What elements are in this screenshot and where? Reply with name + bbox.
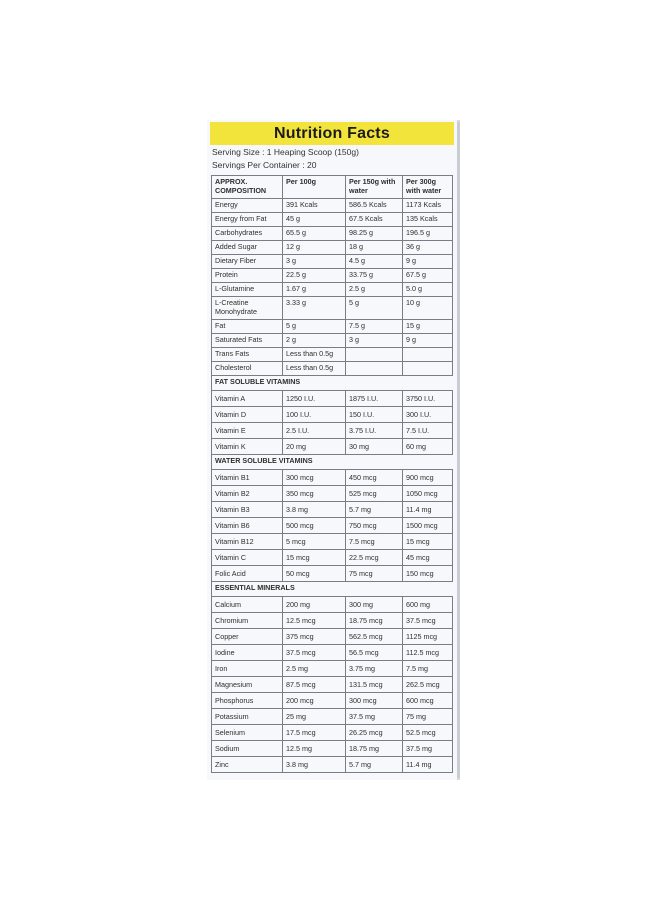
nutrient-value: 1125 mcg — [403, 629, 453, 645]
nutrient-name: Chromium — [212, 613, 283, 629]
nutrient-value: 3.8 mg — [283, 502, 346, 518]
nutrient-value: 300 mg — [346, 597, 403, 613]
nutrient-name: Trans Fats — [212, 348, 283, 362]
nutrient-value: Less than 0.5g — [283, 348, 346, 362]
nutrient-value: 9 g — [403, 255, 453, 269]
nutrient-value: 7.5 I.U. — [403, 423, 453, 439]
nutrient-value: 25 mg — [283, 709, 346, 725]
nutrient-value: 7.5 g — [346, 320, 403, 334]
table-row — [212, 486, 453, 502]
table-row — [212, 550, 453, 566]
nutrient-name: L-Glutamine — [212, 283, 283, 297]
nutrient-name: Vitamin B1 — [212, 470, 283, 486]
nutrient-name: L-Creatine Monohydrate — [212, 297, 283, 320]
nutrient-name: Calcium — [212, 597, 283, 613]
nutrient-value: 15 mcg — [403, 534, 453, 550]
nutrient-value: 17.5 mcg — [283, 725, 346, 741]
nutrient-name: Vitamin B6 — [212, 518, 283, 534]
nutrient-value: 100 I.U. — [283, 407, 346, 423]
nutrient-value: 3750 I.U. — [403, 391, 453, 407]
section-water-soluble-vitamins — [212, 455, 453, 470]
header-row — [212, 176, 453, 199]
table-row — [212, 741, 453, 757]
nutrition-table-body — [212, 176, 453, 773]
nutrient-value: 67.5 g — [403, 269, 453, 283]
nutrient-value — [403, 362, 453, 376]
nutrient-value: 5 mcg — [283, 534, 346, 550]
table-row — [212, 661, 453, 677]
nutrient-value: 50 mcg — [283, 566, 346, 582]
nutrient-value: 562.5 mcg — [346, 629, 403, 645]
nutrient-value: 75 mg — [403, 709, 453, 725]
header-per-100g: Per 100g — [283, 176, 346, 199]
nutrient-value: 33.75 g — [346, 269, 403, 283]
nutrient-value: 37.5 mcg — [283, 645, 346, 661]
section-title: WATER SOLUBLE VITAMINS — [212, 455, 453, 470]
nutrient-value: 5.7 mg — [346, 502, 403, 518]
nutrient-value: 300 I.U. — [403, 407, 453, 423]
nutrient-value: 22.5 g — [283, 269, 346, 283]
table-row — [212, 566, 453, 582]
nutrient-value: 2.5 mg — [283, 661, 346, 677]
nutrient-value: 525 mcg — [346, 486, 403, 502]
nutrient-value: 150 mcg — [403, 566, 453, 582]
nutrient-name: Iodine — [212, 645, 283, 661]
nutrient-value: 1250 I.U. — [283, 391, 346, 407]
table-row — [212, 518, 453, 534]
nutrient-name: Energy — [212, 199, 283, 213]
nutrient-value: 3.33 g — [283, 297, 346, 320]
nutrient-value: 5.0 g — [403, 283, 453, 297]
nutrient-value: 2.5 g — [346, 283, 403, 297]
section-title: ESSENTIAL MINERALS — [212, 582, 453, 597]
nutrient-name: Vitamin C — [212, 550, 283, 566]
nutrient-value: 3.75 mg — [346, 661, 403, 677]
table-row — [212, 757, 453, 773]
nutrient-value: 5 g — [283, 320, 346, 334]
nutrient-value: 196.5 g — [403, 227, 453, 241]
nutrient-value: 5.7 mg — [346, 757, 403, 773]
table-row — [212, 362, 453, 376]
table-row — [212, 534, 453, 550]
nutrient-value: 7.5 mg — [403, 661, 453, 677]
nutrient-value: 600 mcg — [403, 693, 453, 709]
nutrient-name: Copper — [212, 629, 283, 645]
nutrient-name: Protein — [212, 269, 283, 283]
table-row — [212, 241, 453, 255]
nutrient-value: 5 g — [346, 297, 403, 320]
nutrient-value: 75 mcg — [346, 566, 403, 582]
nutrient-name: Magnesium — [212, 677, 283, 693]
nutrient-value: 450 mcg — [346, 470, 403, 486]
nutrient-name: Folic Acid — [212, 566, 283, 582]
nutrient-value: 37.5 mg — [403, 741, 453, 757]
table-row — [212, 645, 453, 661]
nutrient-value: 56.5 mcg — [346, 645, 403, 661]
table-row — [212, 334, 453, 348]
nutrient-value: 30 mg — [346, 439, 403, 455]
nutrient-name: Iron — [212, 661, 283, 677]
nutrient-name: Cholesterol — [212, 362, 283, 376]
table-row — [212, 320, 453, 334]
table-row — [212, 283, 453, 297]
nutrient-value: 45 mcg — [403, 550, 453, 566]
nutrient-value: 1500 mcg — [403, 518, 453, 534]
nutrient-value: 12.5 mcg — [283, 613, 346, 629]
section-essential-minerals — [212, 582, 453, 597]
nutrient-value: 37.5 mg — [346, 709, 403, 725]
table-row — [212, 255, 453, 269]
nutrient-value: 3.8 mg — [283, 757, 346, 773]
nutrient-value: 500 mcg — [283, 518, 346, 534]
header-per-300g: Per 300g with water — [403, 176, 453, 199]
nutrient-name: Vitamin D — [212, 407, 283, 423]
header-per-150g: Per 150g with water — [346, 176, 403, 199]
serving-size: Serving Size : 1 Heaping Scoop (150g) — [212, 147, 359, 157]
table-row — [212, 199, 453, 213]
table-row — [212, 213, 453, 227]
nutrient-value: 1050 mcg — [403, 486, 453, 502]
nutrient-name: Phosphorus — [212, 693, 283, 709]
nutrient-value: 45 g — [283, 213, 346, 227]
nutrient-value: 200 mg — [283, 597, 346, 613]
nutrient-value: 20 mg — [283, 439, 346, 455]
nutrient-value: 300 mcg — [346, 693, 403, 709]
table-row — [212, 725, 453, 741]
nutrient-value: 11.4 mg — [403, 757, 453, 773]
nutrient-value: 15 mcg — [283, 550, 346, 566]
table-row — [212, 423, 453, 439]
nutrient-value: 600 mg — [403, 597, 453, 613]
nutrient-value: 1.67 g — [283, 283, 346, 297]
nutrient-value: 52.5 mcg — [403, 725, 453, 741]
nutrient-value: Less than 0.5g — [283, 362, 346, 376]
nutrient-name: Vitamin K — [212, 439, 283, 455]
nutrient-value: 2.5 I.U. — [283, 423, 346, 439]
nutrient-value: 3 g — [283, 255, 346, 269]
nutrient-value: 18.75 mg — [346, 741, 403, 757]
nutrient-name: Added Sugar — [212, 241, 283, 255]
nutrient-value: 4.5 g — [346, 255, 403, 269]
nutrient-value: 350 mcg — [283, 486, 346, 502]
servings-per-container: Servings Per Container : 20 — [212, 160, 317, 170]
table-row — [212, 391, 453, 407]
table-row — [212, 502, 453, 518]
title-bar — [210, 122, 454, 145]
nutrient-value: 65.5 g — [283, 227, 346, 241]
table-row — [212, 297, 453, 320]
nutrient-name: Energy from Fat — [212, 213, 283, 227]
nutrient-value: 36 g — [403, 241, 453, 255]
nutrient-value: 586.5 Kcals — [346, 199, 403, 213]
nutrient-value: 1875 I.U. — [346, 391, 403, 407]
nutrient-value: 18.75 mcg — [346, 613, 403, 629]
nutrient-value: 200 mcg — [283, 693, 346, 709]
nutrient-name: Fat — [212, 320, 283, 334]
table-row — [212, 348, 453, 362]
nutrient-value: 7.5 mcg — [346, 534, 403, 550]
nutrient-value: 300 mcg — [283, 470, 346, 486]
nutrient-value: 60 mg — [403, 439, 453, 455]
label-edge — [457, 122, 460, 778]
nutrient-name: Vitamin B2 — [212, 486, 283, 502]
nutrient-value: 131.5 mcg — [346, 677, 403, 693]
table-row — [212, 597, 453, 613]
nutrient-name: Dietary Fiber — [212, 255, 283, 269]
nutrient-value: 26.25 mcg — [346, 725, 403, 741]
table-row — [212, 629, 453, 645]
nutrient-value: 18 g — [346, 241, 403, 255]
nutrient-value: 1173 Kcals — [403, 199, 453, 213]
title: Nutrition Facts — [274, 124, 390, 142]
nutrient-name: Sodium — [212, 741, 283, 757]
nutrient-value: 98.25 g — [346, 227, 403, 241]
nutrient-value: 750 mcg — [346, 518, 403, 534]
nutrient-value — [346, 362, 403, 376]
nutrient-value: 375 mcg — [283, 629, 346, 645]
table-row — [212, 407, 453, 423]
nutrient-value: 135 Kcals — [403, 213, 453, 227]
table-row — [212, 470, 453, 486]
nutrient-name: Vitamin A — [212, 391, 283, 407]
nutrient-value: 150 I.U. — [346, 407, 403, 423]
table-row — [212, 439, 453, 455]
table-row — [212, 693, 453, 709]
nutrient-value: 2 g — [283, 334, 346, 348]
table-row — [212, 613, 453, 629]
section-fat-soluble-vitamins — [212, 376, 453, 391]
nutrient-value — [403, 348, 453, 362]
nutrient-value — [346, 348, 403, 362]
table-row — [212, 709, 453, 725]
nutrient-value: 15 g — [403, 320, 453, 334]
nutrient-name: Vitamin B12 — [212, 534, 283, 550]
nutrient-value: 67.5 Kcals — [346, 213, 403, 227]
nutrient-value: 9 g — [403, 334, 453, 348]
nutrient-name: Zinc — [212, 757, 283, 773]
nutrient-value: 22.5 mcg — [346, 550, 403, 566]
table-row — [212, 227, 453, 241]
nutrient-value: 12.5 mg — [283, 741, 346, 757]
nutrient-value: 37.5 mcg — [403, 613, 453, 629]
nutrient-value: 10 g — [403, 297, 453, 320]
nutrient-name: Vitamin B3 — [212, 502, 283, 518]
nutrient-value: 3 g — [346, 334, 403, 348]
nutrient-name: Vitamin E — [212, 423, 283, 439]
nutrient-name: Selenium — [212, 725, 283, 741]
header-composition: APPROX. COMPOSITION — [212, 176, 283, 199]
nutrient-name: Potassium — [212, 709, 283, 725]
nutrient-name: Saturated Fats — [212, 334, 283, 348]
nutrient-value: 391 Kcals — [283, 199, 346, 213]
nutrient-value: 262.5 mcg — [403, 677, 453, 693]
nutrient-value: 900 mcg — [403, 470, 453, 486]
nutrient-name: Carbohydrates — [212, 227, 283, 241]
nutrition-table — [211, 175, 453, 773]
nutrient-value: 11.4 mg — [403, 502, 453, 518]
nutrient-value: 12 g — [283, 241, 346, 255]
table-row — [212, 269, 453, 283]
nutrient-value: 87.5 mcg — [283, 677, 346, 693]
nutrient-value: 3.75 I.U. — [346, 423, 403, 439]
section-title: FAT SOLUBLE VITAMINS — [212, 376, 453, 391]
nutrient-value: 112.5 mcg — [403, 645, 453, 661]
table-row — [212, 677, 453, 693]
